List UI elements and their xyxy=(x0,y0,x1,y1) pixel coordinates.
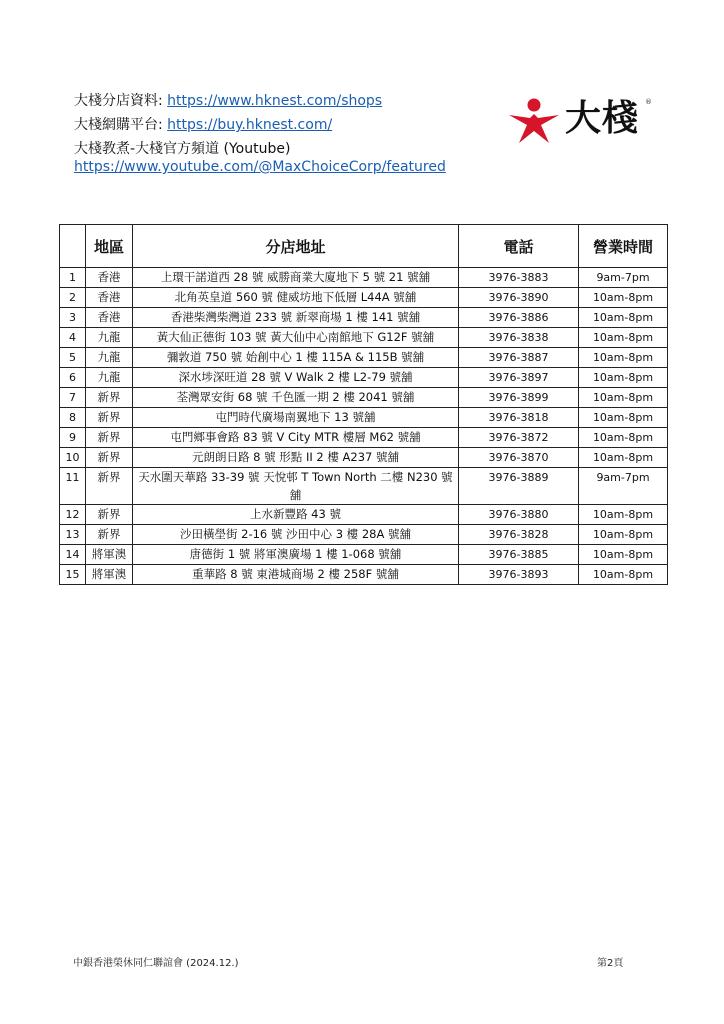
table-row xyxy=(60,388,668,408)
table-row xyxy=(60,268,668,288)
row-region: 新界 xyxy=(86,428,133,448)
row-region: 將軍澳 xyxy=(86,565,133,585)
row-phone: 3976-3889 xyxy=(459,468,579,505)
row-hours: 9am-7pm xyxy=(579,468,668,505)
table-row xyxy=(60,565,668,585)
table-row xyxy=(60,468,668,505)
table-row xyxy=(60,308,668,328)
row-address: 上環干諾道西 28 號 威勝商業大廈地下 5 號 21 號舖 xyxy=(133,268,459,288)
row-number: 13 xyxy=(60,525,86,545)
brand-logo xyxy=(505,96,655,146)
row-number: 15 xyxy=(60,565,86,585)
footer-organization: 中銀香港榮休同仁聯誼會 (2024.12.) xyxy=(73,958,239,969)
row-number: 12 xyxy=(60,505,86,525)
row-region: 香港 xyxy=(86,288,133,308)
table-row xyxy=(60,448,668,468)
row-hours: 10am-8pm xyxy=(579,448,668,468)
row-phone: 3976-3886 xyxy=(459,308,579,328)
table-row xyxy=(60,525,668,545)
row-region: 新界 xyxy=(86,448,133,468)
row-number: 2 xyxy=(60,288,86,308)
row-region: 香港 xyxy=(86,268,133,288)
row-phone: 3976-3828 xyxy=(459,525,579,545)
header-links xyxy=(74,92,446,176)
table-row xyxy=(60,368,668,388)
row-region: 九龍 xyxy=(86,368,133,388)
row-hours: 10am-8pm xyxy=(579,308,668,328)
row-phone: 3976-3897 xyxy=(459,368,579,388)
col-header-hours: 營業時間 xyxy=(579,225,668,268)
row-address: 深水埗深旺道 28 號 V Walk 2 樓 L2-79 號舖 xyxy=(133,368,459,388)
row-number: 3 xyxy=(60,308,86,328)
row-region: 新界 xyxy=(86,408,133,428)
row-hours: 10am-8pm xyxy=(579,388,668,408)
table-row xyxy=(60,545,668,565)
shop-table-wrapper xyxy=(59,224,669,585)
table-row xyxy=(60,428,668,448)
row-address: 荃灣眾安街 68 號 千色匯一期 2 樓 2041 號舖 xyxy=(133,388,459,408)
row-address: 香港柴灣柴灣道 233 號 新翠商場 1 樓 141 號舖 xyxy=(133,308,459,328)
row-phone: 3976-3818 xyxy=(459,408,579,428)
row-address: 天水圍天華路 33-39 號 天悅邨 T Town North 二樓 N230 號舖 xyxy=(133,468,459,505)
row-address: 彌敦道 750 號 始創中心 1 樓 115A & 115B 號舖 xyxy=(133,348,459,368)
row-hours: 10am-8pm xyxy=(579,328,668,348)
row-number: 14 xyxy=(60,545,86,565)
row-region: 將軍澳 xyxy=(86,545,133,565)
row-number: 11 xyxy=(60,468,86,505)
col-header-no xyxy=(60,225,86,268)
row-number: 4 xyxy=(60,328,86,348)
logo-text: 大棧 xyxy=(565,98,640,139)
col-header-region: 地區 xyxy=(86,225,133,268)
row-address: 屯門時代廣場南翼地下 13 號舖 xyxy=(133,408,459,428)
youtube-channel-link[interactable]: https://www.youtube.com/@MaxChoiceCorp/featured xyxy=(74,159,446,175)
row-phone: 3976-3870 xyxy=(459,448,579,468)
row-address: 重華路 8 號 東港城商場 2 樓 258F 號舖 xyxy=(133,565,459,585)
table-row xyxy=(60,408,668,428)
row-number: 1 xyxy=(60,268,86,288)
col-header-address: 分店地址 xyxy=(133,225,459,268)
row-number: 6 xyxy=(60,368,86,388)
row-hours: 10am-8pm xyxy=(579,368,668,388)
table-row xyxy=(60,288,668,308)
shops-line xyxy=(74,92,446,110)
page-number: 第2頁 xyxy=(597,958,624,969)
table-row xyxy=(60,348,668,368)
row-number: 7 xyxy=(60,388,86,408)
online-shop-link[interactable]: https://buy.hknest.com/ xyxy=(167,117,333,133)
row-phone: 3976-3890 xyxy=(459,288,579,308)
row-address: 北角英皇道 560 號 健威坊地下低層 L44A 號舖 xyxy=(133,288,459,308)
row-address: 唐德街 1 號 將軍澳廣場 1 樓 1-068 號舖 xyxy=(133,545,459,565)
row-number: 5 xyxy=(60,348,86,368)
row-hours: 10am-8pm xyxy=(579,348,668,368)
row-hours: 10am-8pm xyxy=(579,545,668,565)
row-address: 屯門鄉事會路 83 號 V City MTR 樓層 M62 號舖 xyxy=(133,428,459,448)
row-phone: 3976-3899 xyxy=(459,388,579,408)
row-hours: 10am-8pm xyxy=(579,408,668,428)
row-number: 9 xyxy=(60,428,86,448)
online-shop-line xyxy=(74,116,446,134)
row-region: 新界 xyxy=(86,525,133,545)
row-address: 上水新豐路 43 號 xyxy=(133,505,459,525)
row-region: 新界 xyxy=(86,468,133,505)
row-region: 新界 xyxy=(86,505,133,525)
col-header-phone: 電話 xyxy=(459,225,579,268)
row-region: 九龍 xyxy=(86,328,133,348)
row-hours: 10am-8pm xyxy=(579,288,668,308)
row-region: 新界 xyxy=(86,388,133,408)
row-hours: 10am-8pm xyxy=(579,505,668,525)
row-address: 元朗朗日路 8 號 形點 II 2 樓 A237 號舖 xyxy=(133,448,459,468)
row-address: 沙田橫壆街 2-16 號 沙田中心 3 樓 28A 號舖 xyxy=(133,525,459,545)
row-phone: 3976-3887 xyxy=(459,348,579,368)
row-phone: 3976-3872 xyxy=(459,428,579,448)
shop-table xyxy=(59,224,668,585)
youtube-channel-label: 大棧教煮-大棧官方頻道 (Youtube) xyxy=(74,141,291,157)
row-hours: 9am-7pm xyxy=(579,268,668,288)
table-row xyxy=(60,328,668,348)
row-number: 8 xyxy=(60,408,86,428)
row-phone: 3976-3838 xyxy=(459,328,579,348)
row-region: 九龍 xyxy=(86,348,133,368)
registered-mark: ® xyxy=(645,98,652,106)
row-hours: 10am-8pm xyxy=(579,565,668,585)
table-header-row xyxy=(60,225,668,268)
row-phone: 3976-3880 xyxy=(459,505,579,525)
row-phone: 3976-3893 xyxy=(459,565,579,585)
shops-link[interactable]: https://www.hknest.com/shops xyxy=(167,93,383,109)
row-region: 香港 xyxy=(86,308,133,328)
row-hours: 10am-8pm xyxy=(579,525,668,545)
row-number: 10 xyxy=(60,448,86,468)
row-hours: 10am-8pm xyxy=(579,428,668,448)
shops-label: 大棧分店資料: xyxy=(74,93,168,109)
table-row xyxy=(60,505,668,525)
row-phone: 3976-3883 xyxy=(459,268,579,288)
online-shop-label: 大棧網購平台: xyxy=(74,117,168,133)
star-figure-icon xyxy=(505,96,563,146)
row-address: 黃大仙正德街 103 號 黃大仙中心南館地下 G12F 號舖 xyxy=(133,328,459,348)
row-phone: 3976-3885 xyxy=(459,545,579,565)
